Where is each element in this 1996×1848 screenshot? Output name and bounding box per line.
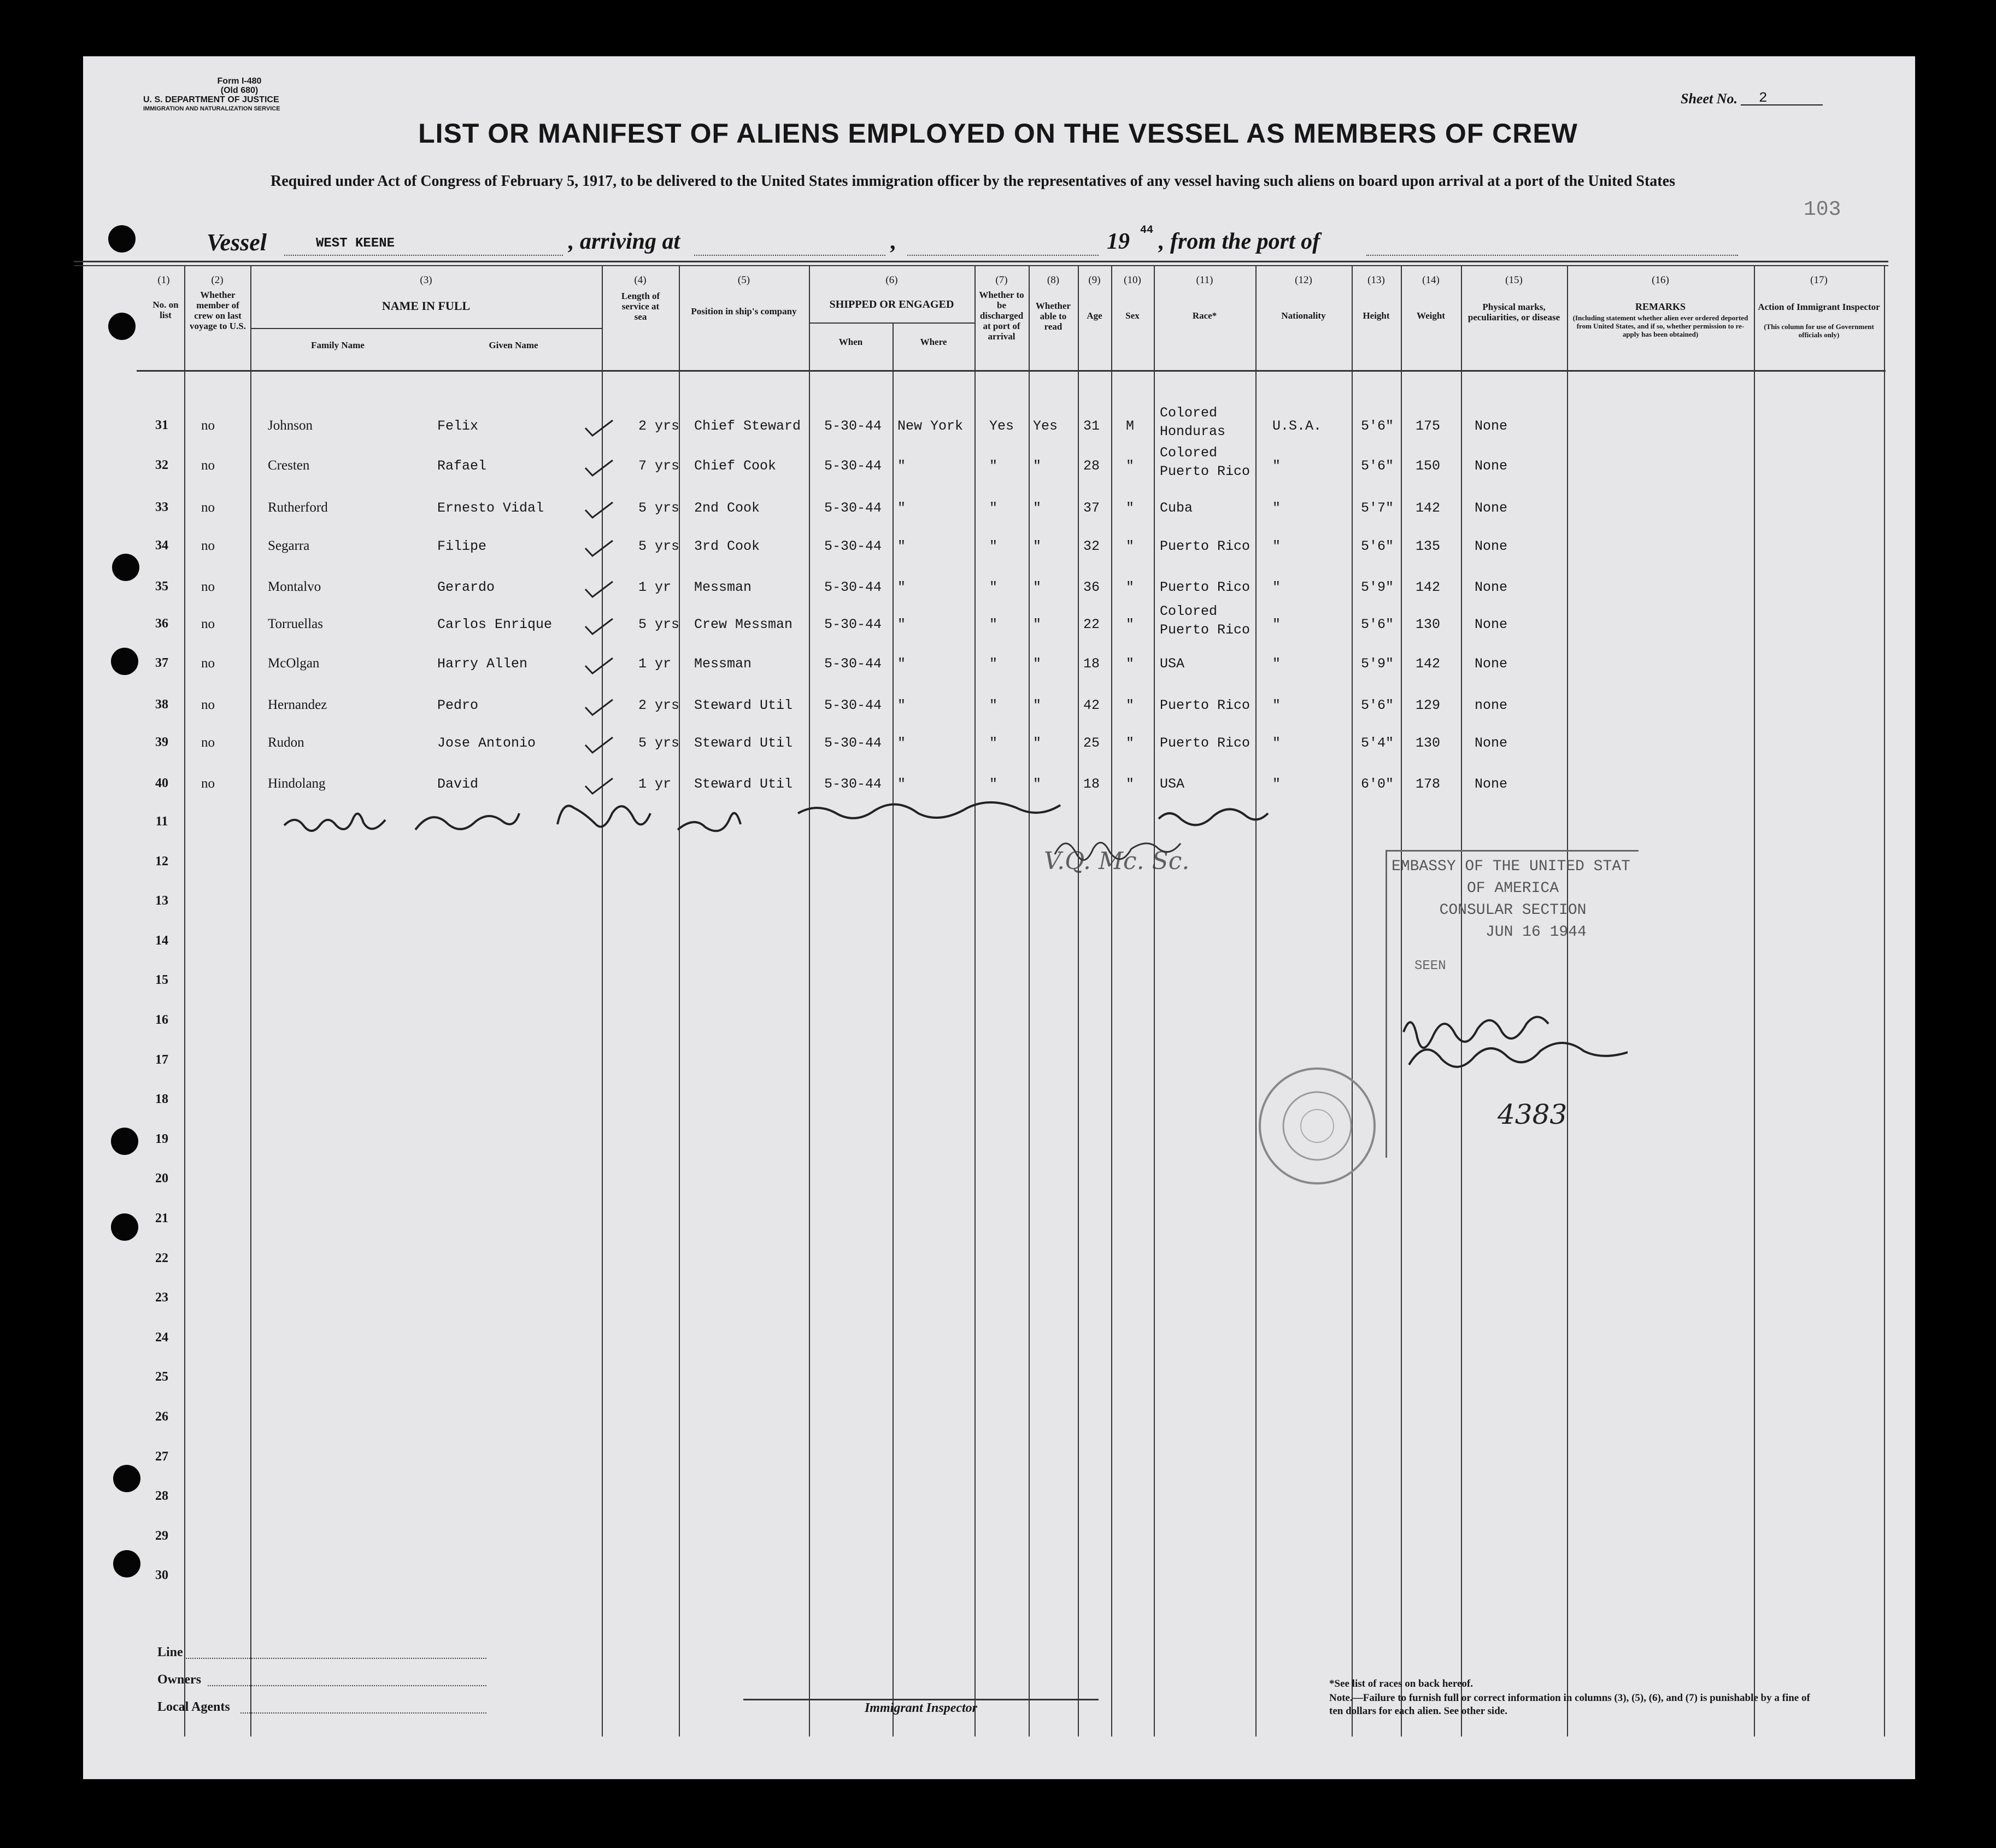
row-36-service: 5 yrs: [638, 617, 680, 632]
line-number: 20: [155, 1171, 168, 1186]
col-13-number: (13): [1367, 274, 1385, 286]
row-33-height: 5'7": [1361, 500, 1394, 516]
sheet-label: Sheet No.: [1681, 91, 1737, 107]
footer-note: [1329, 1692, 1810, 1718]
row-40-given: David: [437, 776, 479, 792]
col-9-number: (9): [1088, 274, 1101, 286]
row-38-marks: none: [1475, 697, 1508, 713]
handwritten-initials: V.Q. Mc. Sc.: [1044, 847, 1190, 875]
col-header-sex: Sex: [1125, 310, 1140, 321]
row-31-no: 31: [155, 418, 168, 432]
row-32-age: 28: [1083, 458, 1100, 474]
col-6-number: (6): [885, 274, 898, 286]
row-40-discharged: ": [989, 776, 998, 792]
row-32-race2: Puerto Rico: [1160, 464, 1251, 479]
check-mark-icon: [583, 500, 615, 522]
stamp-line-2: OF AMERICA: [1466, 880, 1559, 897]
row-40-race2: USA: [1160, 776, 1185, 792]
col-2-number: (2): [211, 274, 224, 286]
binder-hole-4: [111, 648, 138, 675]
row-40-when: 5-30-44: [824, 776, 882, 792]
from-port-label: , from the port of: [1159, 229, 1320, 254]
row-31-weight: 175: [1416, 418, 1441, 434]
row-38-last: no: [201, 697, 215, 712]
row-34-no: 34: [155, 538, 168, 553]
row-32-where: ": [897, 458, 906, 474]
row-34-age: 32: [1083, 538, 1100, 554]
row-40-where: ": [897, 776, 906, 792]
col-16-number: (16): [1652, 274, 1669, 286]
col-header-age: Age: [1087, 310, 1102, 321]
row-39-read: ": [1033, 735, 1042, 751]
line-number: 12: [155, 854, 168, 869]
row-38-where: ": [897, 697, 906, 713]
form-old-number: (Old 680): [220, 86, 259, 95]
footer-owners-label: Owners: [157, 1673, 201, 1687]
row-37-no: 37: [155, 656, 168, 670]
row-37-service: 1 yr: [638, 656, 672, 672]
consular-seal: [1252, 1060, 1383, 1192]
immigrant-inspector-label: Immigrant Inspector: [864, 1701, 978, 1715]
row-35-last: no: [201, 579, 215, 594]
row-33-last: no: [201, 500, 215, 515]
row-39-weight: 130: [1416, 735, 1441, 751]
row-35-family: Montalvo: [268, 579, 321, 594]
row-39-race2: Puerto Rico: [1160, 735, 1251, 751]
row-34-weight: 135: [1416, 538, 1441, 554]
row-31-age: 31: [1083, 418, 1100, 434]
row-33-service: 5 yrs: [638, 500, 680, 516]
col-header-able-to-read: Whether able to read: [1035, 301, 1071, 332]
row-31-read: Yes: [1033, 418, 1058, 434]
row-32-nationality: ": [1272, 458, 1281, 474]
col-header-physical-marks: Physical marks, peculiarities, or disease: [1467, 302, 1560, 322]
row-32-race1: Colored: [1160, 445, 1218, 461]
row-38-race2: Puerto Rico: [1160, 697, 1251, 713]
col-1-number: (1): [157, 274, 170, 286]
row-31-family: Johnson: [268, 418, 313, 433]
footer-line-label: Line: [157, 1645, 183, 1659]
row-36-no: 36: [155, 617, 168, 631]
binder-hole-7: [113, 1465, 140, 1492]
check-mark-icon: [583, 697, 615, 719]
row-32-weight: 150: [1416, 458, 1441, 474]
row-38-read: ": [1033, 697, 1042, 713]
col-header-last-voyage: Whether member of crew on last voyage to U.S.: [190, 290, 246, 331]
row-33-nationality: ": [1272, 500, 1281, 516]
check-mark-icon: [583, 656, 615, 678]
col-12-number: (12): [1295, 274, 1312, 286]
footer-agents-label: Local Agents: [157, 1700, 230, 1714]
col-header-height: Height: [1363, 310, 1390, 321]
row-32-when: 5-30-44: [824, 458, 882, 474]
col-4-number: (4): [634, 274, 647, 286]
row-36-given: Carlos Enrique: [437, 617, 553, 632]
row-34-position: 3rd Cook: [694, 538, 760, 554]
row-31-service: 2 yrs: [638, 418, 680, 434]
check-mark-icon: [583, 735, 615, 757]
row-36-position: Crew Messman: [694, 617, 793, 632]
check-mark-icon: [583, 418, 615, 440]
row-34-last: no: [201, 538, 215, 553]
row-33-race2: Cuba: [1160, 500, 1193, 516]
stamp-line-1: EMBASSY OF THE UNITED STAT: [1392, 858, 1630, 875]
row-40-position: Steward Util: [694, 776, 793, 792]
row-32-last: no: [201, 458, 215, 473]
row-31-sex: M: [1126, 418, 1135, 434]
row-36-height: 5'6": [1361, 617, 1394, 632]
row-39-nationality: ": [1272, 735, 1281, 751]
binder-hole-5: [111, 1128, 138, 1155]
form-number: Form I-480: [217, 77, 262, 86]
row-33-given: Ernesto Vidal: [437, 500, 544, 516]
row-40-nationality: ": [1272, 776, 1281, 792]
row-39-discharged: ": [989, 735, 998, 751]
row-36-marks: None: [1475, 617, 1508, 632]
row-39-age: 25: [1083, 735, 1100, 751]
col-header-discharged: Whether to be discharged at port of arrival: [979, 290, 1024, 342]
col-header-shipped-or-engaged: SHIPPED OR ENGAGED: [829, 298, 954, 310]
row-35-weight: 142: [1416, 579, 1441, 595]
consul-signature: [1398, 999, 1628, 1108]
col-header-inspector-action: Action of Immigrant Inspector: [1758, 302, 1880, 312]
row-33-weight: 142: [1416, 500, 1441, 516]
row-38-weight: 129: [1416, 697, 1441, 713]
row-31-where: New York: [897, 418, 964, 434]
row-34-race2: Puerto Rico: [1160, 538, 1251, 554]
row-31-last: no: [201, 418, 215, 433]
row-31-when: 5-30-44: [824, 418, 882, 434]
row-32-marks: None: [1475, 458, 1508, 474]
row-39-sex: ": [1126, 735, 1135, 751]
row-36-nationality: ": [1272, 617, 1281, 632]
col-header-nationality: Nationality: [1281, 310, 1326, 321]
col-header-race: Race*: [1192, 310, 1217, 321]
row-33-read: ": [1033, 500, 1042, 516]
row-38-age: 42: [1083, 697, 1100, 713]
row-39-family: Rudon: [268, 735, 304, 750]
vessel-label: Vessel: [207, 229, 267, 256]
binder-hole-2: [108, 313, 136, 340]
row-33-family: Rutherford: [268, 500, 328, 515]
binder-hole-8: [113, 1550, 140, 1577]
sheet-number: 2: [1759, 90, 1768, 106]
row-38-when: 5-30-44: [824, 697, 882, 713]
col-10-number: (10): [1124, 274, 1141, 286]
row-33-marks: None: [1475, 500, 1508, 516]
line-number: 21: [155, 1211, 168, 1225]
row-31-race2: Honduras: [1160, 424, 1226, 439]
row-36-when: 5-30-44: [824, 617, 882, 632]
col-header-when: When: [838, 337, 863, 347]
row-37-read: ": [1033, 656, 1042, 672]
line-number: 23: [155, 1290, 168, 1305]
row-33-discharged: ": [989, 500, 998, 516]
date-comma: ,: [890, 229, 896, 254]
row-37-sex: ": [1126, 656, 1135, 672]
races-note: *See list of races on back hereof.: [1329, 1678, 1473, 1689]
line-number: 18: [155, 1092, 168, 1107]
page-mark: 103: [1804, 198, 1841, 221]
remarks-note: (Including statement whether alien ever ordered deported from United States, and if so, whether permission to re-apply has been obtained): [1572, 314, 1748, 338]
binder-hole-3: [112, 554, 139, 581]
line-number: 29: [155, 1528, 168, 1543]
row-40-read: ": [1033, 776, 1042, 792]
row-34-where: ": [897, 538, 906, 554]
line-number: 26: [155, 1410, 168, 1424]
row-33-age: 37: [1083, 500, 1100, 516]
row-38-discharged: ": [989, 697, 998, 713]
row-34-nationality: ": [1272, 538, 1281, 554]
row-34-discharged: ": [989, 538, 998, 554]
row-39-where: ": [897, 735, 906, 751]
row-31-discharged: Yes: [989, 418, 1014, 434]
year-suffix: 44: [1140, 224, 1154, 237]
row-33-position: 2nd Cook: [694, 500, 760, 516]
row-34-sex: ": [1126, 538, 1135, 554]
row-36-family: Torruellas: [268, 617, 323, 631]
note-text: —Failure to furnish full or correct information in columns (3), (5), (6), and (7) is punishable by a fine of ten dollars for each alien. See other side.: [1329, 1692, 1810, 1717]
stamp-number: 4383: [1498, 1099, 1568, 1130]
row-33-when: 5-30-44: [824, 500, 882, 516]
row-34-when: 5-30-44: [824, 538, 882, 554]
line-number: 17: [155, 1052, 168, 1067]
row-34-height: 5'6": [1361, 538, 1394, 554]
row-39-marks: None: [1475, 735, 1508, 751]
col-header-length-of-service: Length of service at sea: [621, 291, 660, 322]
row-38-height: 5'6": [1361, 697, 1394, 713]
row-36-sex: ": [1126, 617, 1135, 632]
row-32-sex: ": [1126, 458, 1135, 474]
row-40-service: 1 yr: [638, 776, 672, 792]
line-number: 28: [155, 1489, 168, 1504]
row-35-position: Messman: [694, 579, 752, 595]
row-35-nationality: ": [1272, 579, 1281, 595]
row-40-last: no: [201, 776, 215, 791]
row-36-race2: Puerto Rico: [1160, 622, 1251, 638]
col-header-remarks: REMARKS: [1635, 301, 1686, 312]
row-37-nationality: ": [1272, 656, 1281, 672]
line-number: 24: [155, 1330, 168, 1345]
check-mark-icon: [583, 579, 615, 601]
row-37-given: Harry Allen: [437, 656, 528, 672]
row-37-when: 5-30-44: [824, 656, 882, 672]
row-31-height: 5'6": [1361, 418, 1394, 434]
row-38-position: Steward Util: [694, 697, 793, 713]
row-33-no: 33: [155, 500, 168, 514]
binder-hole-6: [111, 1213, 138, 1241]
row-40-sex: ": [1126, 776, 1135, 792]
col-header-name-in-full: NAME IN FULL: [381, 299, 471, 313]
row-39-no: 39: [155, 735, 168, 749]
row-38-nationality: ": [1272, 697, 1281, 713]
col-header-no-on-list: No. on list: [152, 300, 179, 320]
row-31-given: Felix: [437, 418, 479, 434]
row-40-marks: None: [1475, 776, 1508, 792]
row-38-given: Pedro: [437, 697, 479, 713]
row-35-marks: None: [1475, 579, 1508, 595]
row-31-race1: Colored: [1160, 405, 1218, 421]
check-mark-icon: [583, 458, 615, 480]
row-38-no: 38: [155, 697, 168, 712]
check-mark-icon: [583, 538, 615, 560]
row-35-sex: ": [1126, 579, 1135, 595]
row-40-family: Hindolang: [268, 776, 326, 791]
row-37-last: no: [201, 656, 215, 671]
col-header-family-name: Family Name: [311, 340, 365, 350]
row-37-position: Messman: [694, 656, 752, 672]
line-number: 11: [155, 814, 168, 829]
col-header-weight: Weight: [1417, 310, 1445, 321]
row-32-position: Chief Cook: [694, 458, 777, 474]
row-32-read: ": [1033, 458, 1042, 474]
row-34-read: ": [1033, 538, 1042, 554]
row-40-no: 40: [155, 776, 168, 790]
department-name: U. S. DEPARTMENT OF JUSTICE: [143, 95, 279, 104]
row-35-where: ": [897, 579, 906, 595]
row-37-family: McOlgan: [268, 656, 320, 671]
row-32-given: Rafael: [437, 458, 487, 474]
col-8-number: (8): [1047, 274, 1060, 286]
row-34-service: 5 yrs: [638, 538, 680, 554]
col-17-number: (17): [1810, 274, 1828, 286]
row-37-age: 18: [1083, 656, 1100, 672]
line-number: 25: [155, 1370, 168, 1384]
row-35-read: ": [1033, 579, 1042, 595]
row-34-given: Filipe: [437, 538, 487, 554]
row-35-age: 36: [1083, 579, 1100, 595]
row-39-height: 5'4": [1361, 735, 1394, 751]
row-40-height: 6'0": [1361, 776, 1394, 792]
col-header-where: Where: [920, 337, 947, 347]
row-36-age: 22: [1083, 617, 1100, 632]
row-32-no: 32: [155, 458, 168, 472]
arriving-label: , arriving at: [568, 229, 680, 254]
row-31-marks: None: [1475, 418, 1508, 434]
row-40-weight: 178: [1416, 776, 1441, 792]
line-number: 14: [155, 933, 168, 948]
col-header-position: Position in ship's company: [691, 306, 797, 316]
col-15-number: (15): [1505, 274, 1523, 286]
row-37-discharged: ": [989, 656, 998, 672]
row-33-sex: ": [1126, 500, 1135, 516]
check-mark-icon: [583, 617, 615, 638]
page-title: LIST OR MANIFEST OF ALIENS EMPLOYED ON THE VESSEL AS MEMBERS OF CREW: [418, 118, 1578, 149]
row-36-last: no: [201, 617, 215, 631]
row-37-marks: None: [1475, 656, 1508, 672]
row-35-race2: Puerto Rico: [1160, 579, 1251, 595]
row-35-no: 35: [155, 579, 168, 594]
row-39-given: Jose Antonio: [437, 735, 536, 751]
handwritten-note-text: [284, 799, 909, 830]
row-37-weight: 142: [1416, 656, 1441, 672]
row-35-discharged: ": [989, 579, 998, 595]
line-number: 13: [155, 894, 168, 908]
col-11-number: (11): [1196, 274, 1213, 286]
line-number: 30: [155, 1568, 168, 1583]
row-32-discharged: ": [989, 458, 998, 474]
row-36-discharged: ": [989, 617, 998, 632]
row-38-family: Hernandez: [268, 697, 327, 712]
col-header-given-name: Given Name: [489, 340, 538, 350]
page-subtitle: Required under Act of Congress of February 5, 1917, to be delivered to the United States immigration officer by the representatives of any vessel having such aliens on board upon arrival at a port of the United States: [271, 173, 1675, 190]
row-32-service: 7 yrs: [638, 458, 680, 474]
line-number: 22: [155, 1251, 168, 1265]
inspector-note: (This column for use of Government officials only): [1764, 322, 1874, 339]
note-label: Note.: [1329, 1692, 1353, 1704]
form-id: [207, 77, 272, 95]
row-35-height: 5'9": [1361, 579, 1394, 595]
row-39-when: 5-30-44: [824, 735, 882, 751]
col-5-number: (5): [737, 274, 750, 286]
line-number: 15: [155, 973, 168, 988]
row-35-service: 1 yr: [638, 579, 672, 595]
row-38-sex: ": [1126, 697, 1135, 713]
row-32-family: Cresten: [268, 458, 310, 473]
row-34-family: Segarra: [268, 538, 310, 553]
stamp-line-3: CONSULAR SECTION: [1439, 902, 1587, 919]
row-39-last: no: [201, 735, 215, 750]
row-31-position: Chief Steward: [694, 418, 801, 434]
row-36-weight: 130: [1416, 617, 1441, 632]
row-37-height: 5'9": [1361, 656, 1394, 672]
col-14-number: (14): [1422, 274, 1440, 286]
row-36-read: ": [1033, 617, 1042, 632]
row-31-nationality: U.S.A.: [1272, 418, 1322, 434]
row-33-where: ": [897, 500, 906, 516]
row-32-height: 5'6": [1361, 458, 1394, 474]
row-38-service: 2 yrs: [638, 697, 680, 713]
row-39-position: Steward Util: [694, 735, 793, 751]
service-name: IMMIGRATION AND NATURALIZATION SERVICE: [143, 105, 280, 112]
col-3-number: (3): [420, 274, 432, 286]
line-number: 16: [155, 1013, 168, 1027]
binder-hole-1: [108, 225, 136, 253]
row-34-marks: None: [1475, 538, 1508, 554]
row-39-service: 5 yrs: [638, 735, 680, 751]
stamp-date: JUN 16 1944: [1486, 924, 1587, 941]
line-number: 27: [155, 1449, 168, 1464]
vessel-name: WEST KEENE: [316, 236, 395, 251]
row-37-where: ": [897, 656, 906, 672]
row-36-race1: Colored: [1160, 603, 1218, 619]
row-37-race2: USA: [1160, 656, 1185, 672]
line-number: 19: [155, 1131, 168, 1146]
row-36-where: ": [897, 617, 906, 632]
year-prefix: 19: [1107, 229, 1130, 254]
row-40-age: 18: [1083, 776, 1100, 792]
row-35-when: 5-30-44: [824, 579, 882, 595]
col-7-number: (7): [995, 274, 1008, 286]
stamp-seen: SEEN: [1414, 959, 1446, 973]
row-35-given: Gerardo: [437, 579, 495, 595]
